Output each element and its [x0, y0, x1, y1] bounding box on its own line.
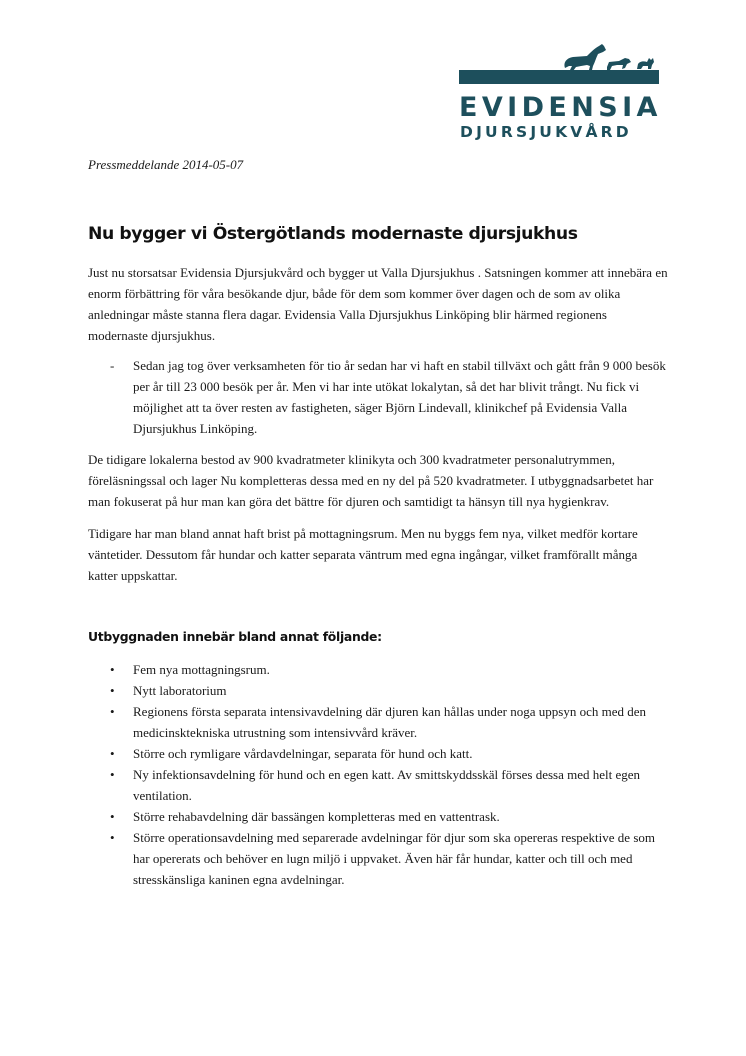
- list-item: • Större rehabavdelning där bassängen kompletteras med en vattentrask.: [88, 806, 668, 827]
- quote-dash: -: [110, 358, 115, 373]
- intro-paragraph: Just nu storsatsar Evidensia Djursjukvård och bygger ut Valla Djursjukhus . Satsningen kommer att innebära en enorm förbättring för våra besökande djur, både för dem som kommer över dagen och de som av olika anledningar måste stanna flera dagar. Evidensia Valla Djursjukhus Linköping blir härmed regionens modernaste djursjukhus.: [88, 265, 668, 343]
- list-item: • Fem nya mottagningsrum.: [88, 659, 668, 680]
- logo-wordmark: EVIDENSIA: [459, 92, 662, 123]
- list-item: • Större operationsavdelning med separerade avdelningar för djur som ska opereras respektive de som har opererats och behöver en lugn miljö i uppvaket. Även här får hundar, katter och till och med stresskänsliga kaninen egna avdelningar.: [88, 827, 668, 890]
- logo-subtitle: DJURSJUKVÅRD: [460, 123, 632, 141]
- quote-block: [88, 355, 668, 439]
- improvements-list: [88, 659, 668, 890]
- list-item: • Större och rymligare vårdavdelningar, separata för hund och katt.: [88, 743, 668, 764]
- page-title: Nu bygger vi Östergötlands modernaste djursjukhus: [88, 224, 578, 244]
- quote-text: Sedan jag tog över verksamheten för tio år sedan har vi haft en stabil tillväxt och gått från 9 000 besök per år till 23 000 besök per år. Men vi har inte utökat lokalytan, så det har blivit trångt. Nu fick vi möjlighet att ta över resten av fastigheten, säger Björn Lindevall, klinikchef på Evidensia Valla Djursjukhus Linköping.: [133, 358, 666, 436]
- list-item: • Regionens första separata intensivavdelning där djuren kan hållas under noga uppsyn och med den medicinsktekniska utrustning som intensivvård kräver.: [88, 701, 668, 743]
- rooms-paragraph: Tidigare har man bland annat haft brist på mottagningsrum. Men nu byggs fem nya, vilket medför kortare väntetider. Dessutom får hundar och katter separata väntrum med egna ingångar, vilket framförallt många katter uppskattar.: [88, 526, 638, 583]
- list-heading: Utbyggnaden innebär bland annat följande:: [88, 629, 382, 644]
- press-release-date: Pressmeddelande 2014-05-07: [88, 157, 244, 172]
- horse-dog-cat-silhouettes-icon: [459, 40, 659, 92]
- list-item: • Ny infektionsavdelning för hund och en egen katt. Av smittskyddsskäl förses dessa med helt egen ventilation.: [88, 764, 668, 806]
- evidensia-logo: [459, 40, 662, 145]
- premises-paragraph: De tidigare lokalerna bestod av 900 kvadratmeter klinikyta och 300 kvadratmeter personalutrymmen, föreläsningssal och lager Nu kompletteras dessa med en ny del på 520 kvadratmeter. I utbyggnadsarbetet har man fokuserat på hur man kan göra det bättre för djuren och samtidigt ta hänsyn till nya hygienkrav.: [88, 452, 654, 509]
- list-item: • Nytt laboratorium: [88, 680, 668, 701]
